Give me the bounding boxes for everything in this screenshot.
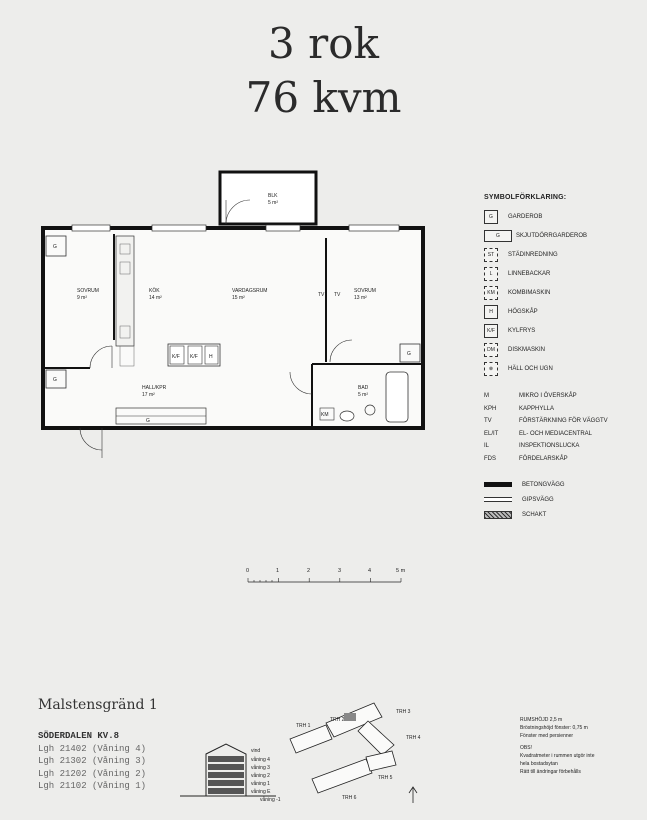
heading-rooms: 3 rok [268,19,379,68]
svg-text:15 m²: 15 m² [232,295,245,301]
svg-text:TV: TV [334,292,341,298]
svg-text:TRH 3: TRH 3 [396,709,411,715]
heading-area: 76 kvm [245,73,402,122]
svg-text:G: G [146,418,150,424]
kylfrys-label: K/F [172,354,180,360]
plan-g-label: G [53,244,57,250]
legend-title: SYMBOLFÖRKLARING: [484,194,567,201]
svg-text:VARDAGSRUM: VARDAGSRUM [232,288,268,294]
svg-text:14 m²: 14 m² [149,295,162,301]
gypsum-wall-swatch [484,497,512,502]
svg-text:K/F: K/F [190,354,198,360]
svg-text:BLK: BLK [268,193,278,199]
svg-text:5 m²: 5 m² [358,392,368,398]
concrete-wall-swatch [484,482,512,487]
section-diagram [180,742,290,802]
svg-text:våning E: våning E [251,789,271,795]
svg-text:våning -1: våning -1 [260,797,281,802]
svg-text:våning 1: våning 1 [251,781,270,787]
hob-icon: ⊗ [484,362,498,376]
svg-text:TRH 5: TRH 5 [378,775,393,781]
kombimaskin-label: KM [321,412,329,418]
scale-bar: 0 1 2 3 4 5 m [246,568,406,574]
svg-text:TRH 6: TRH 6 [342,795,357,801]
project-info: SÖDERDALEN KV.8 Lgh 21402 (Våning 4) Lgh 21302 (Våning 3) Lgh 21202 (Våning 2) Lgh 21102 (Våning 1) [38,731,147,791]
svg-text:våning 2: våning 2 [251,773,270,779]
svg-text:G: G [53,377,57,383]
svg-text:5 m²: 5 m² [268,200,278,206]
svg-text:17 m²: 17 m² [142,392,155,398]
svg-text:9 m²: 9 m² [77,295,87,301]
svg-text:G: G [407,351,411,357]
shaft-swatch [484,511,512,519]
floor-plan [0,160,430,460]
svg-text:SOVRUM: SOVRUM [77,288,99,294]
svg-text:13 m²: 13 m² [354,295,367,301]
svg-text:våning 4: våning 4 [251,757,270,763]
svg-text:TRH 2: TRH 2 [330,717,345,723]
hogskap-label: H [209,354,213,360]
svg-text:SOVRUM: SOVRUM [354,288,376,294]
svg-text:KÖK: KÖK [149,288,160,294]
north-arrow-icon [409,787,417,803]
site-plan [282,695,432,805]
legend: SYMBOLFÖRKLARING: G GARDEROB G SKJUTDÖRRGARDEROB ST STÄDINREDNING L LINNEBACKAR KM KOMBIMASKIN H HÖGSKÅP K/F KYLFRYS DM DISKMASKIN ⊗ HÄLL OCH UGN M MIKRO I ÖVERSKÅP KPH KAPPHYLLA TV FÖRSTÄRKNING FÖR VÄGGTV EL/IT EL- OCH MEDIACENTRAL IL INSPEKTIONSLUCKA FDS FÖRDELARSKÅP BETONGVÄGG GIPSVÄGG SCHAKT [484,194,644,522]
notes: RUMSHÖJD 2,5 m Bröstningshöjd fönster: 0,75 m Fönster med persienner OBS! Kvadratmeter i rummen utgör inte hela bostadsytan Rätt till ändringar förbehålls [520,717,595,776]
tv-label: TV [318,292,325,298]
svg-text:vind: vind [251,748,261,754]
svg-text:TRH 4: TRH 4 [406,735,421,741]
address: Malstensgränd 1 [38,697,158,713]
svg-text:TRH 1: TRH 1 [296,723,311,729]
svg-text:HALL/KPR: HALL/KPR [142,385,167,391]
svg-text:BAD: BAD [358,385,369,391]
svg-text:våning 3: våning 3 [251,765,270,771]
